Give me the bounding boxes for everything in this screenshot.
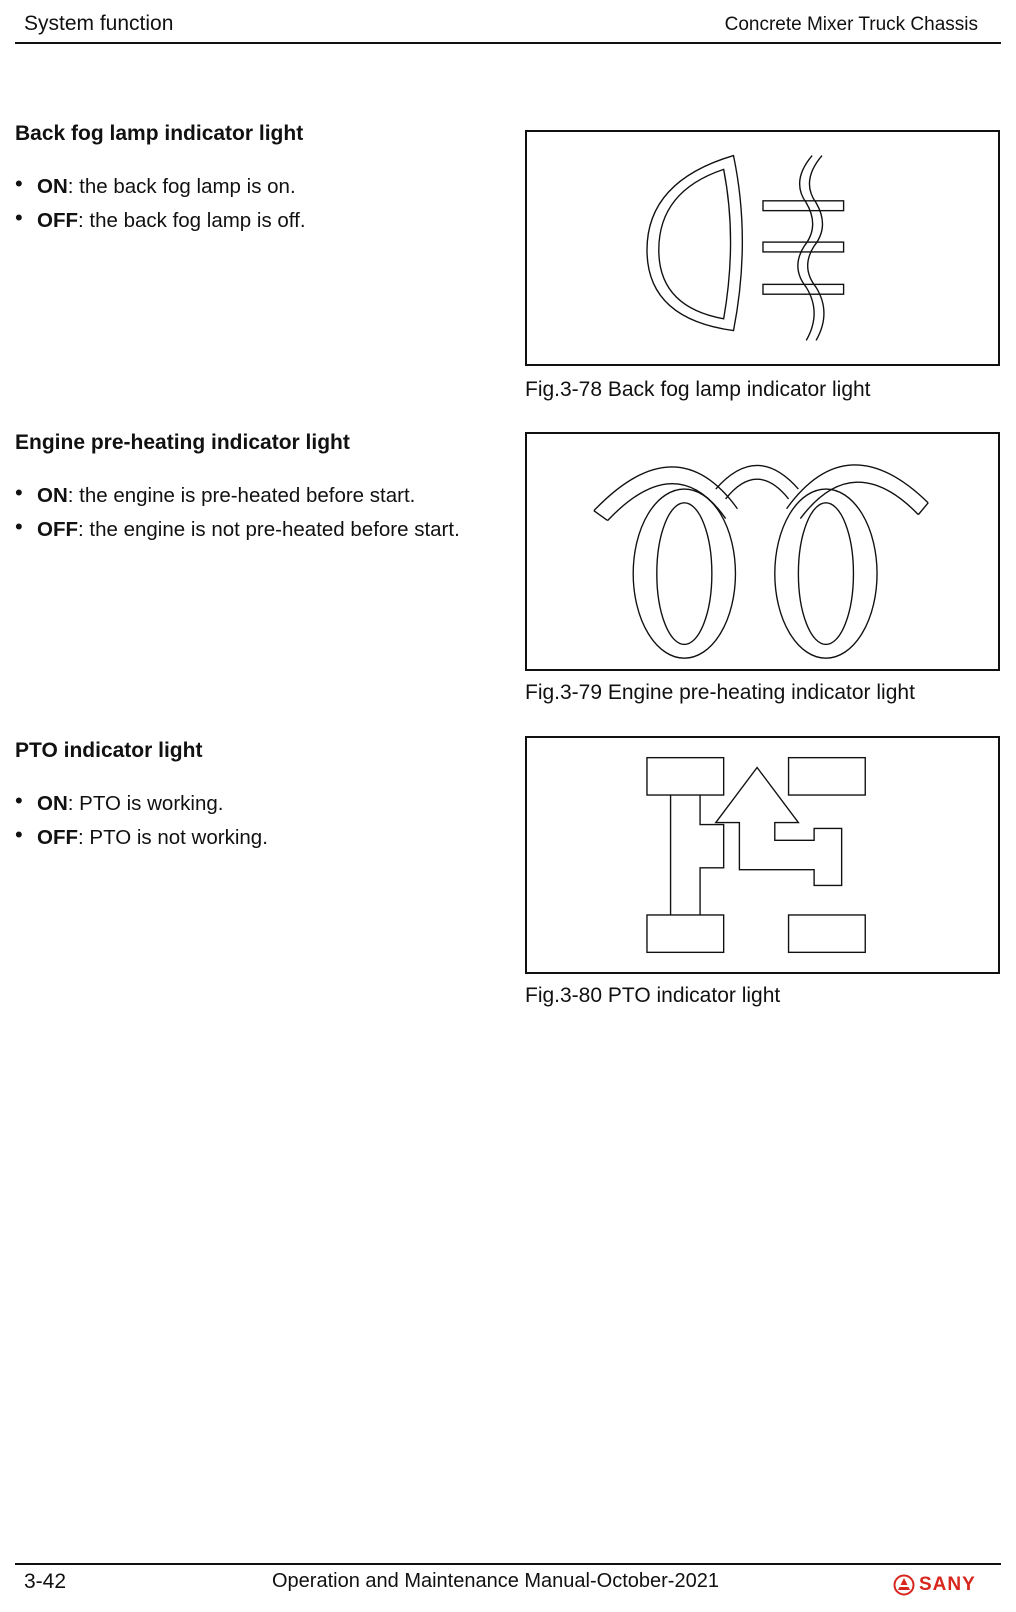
- sany-logo-icon: [893, 1574, 915, 1596]
- figure-caption: Fig.3-80 PTO indicator light: [525, 984, 781, 1007]
- list-item: [15, 787, 475, 821]
- brand-logo: [893, 1574, 976, 1596]
- brand-name: SANY: [919, 1574, 976, 1595]
- figure-caption: Fig.3-78 Back fog lamp indicator light: [525, 378, 871, 401]
- figure-pre-heating: [525, 432, 1000, 671]
- bullet-icon: •: [15, 171, 23, 196]
- status-label: OFF: [37, 826, 78, 849]
- status-label: ON: [37, 484, 68, 507]
- status-label: OFF: [37, 518, 78, 541]
- section-title-back-fog: Back fog lamp indicator light: [15, 122, 304, 145]
- section-title-pre-heating: Engine pre-heating indicator light: [15, 431, 350, 454]
- status-description: : the back fog lamp is on.: [67, 175, 296, 198]
- status-label: OFF: [37, 209, 78, 232]
- status-label: ON: [37, 175, 68, 198]
- footer-divider: [15, 1563, 1001, 1565]
- status-description: : the engine is not pre-heated before start.: [78, 518, 460, 541]
- header-divider: [15, 42, 1001, 44]
- status-description: : the back fog lamp is off.: [78, 209, 306, 232]
- figure-caption: Fig.3-79 Engine pre-heating indicator light: [525, 681, 915, 704]
- header-manual-name: Concrete Mixer Truck Chassis: [724, 14, 978, 35]
- list-item: [15, 821, 475, 855]
- figure-back-fog-lamp: [525, 130, 1000, 366]
- bullet-icon: •: [15, 788, 23, 813]
- status-description: : the engine is pre-heated before start.: [67, 484, 416, 507]
- status-description: : PTO is not working.: [78, 826, 268, 849]
- status-label: ON: [37, 792, 68, 815]
- glow-plug-icon: [527, 434, 998, 669]
- bullet-icon: •: [15, 480, 23, 505]
- status-description: : PTO is working.: [67, 792, 224, 815]
- page-number: 3-42: [24, 1570, 67, 1593]
- list-item: [15, 204, 475, 238]
- bullet-icon: •: [15, 205, 23, 230]
- footer-manual-title: Operation and Maintenance Manual-October-2021: [272, 1570, 719, 1592]
- bullet-icon: •: [15, 822, 23, 847]
- list-item: [15, 170, 475, 204]
- list-item: [15, 513, 475, 547]
- list-item: [15, 479, 475, 513]
- figure-pto: [525, 736, 1000, 974]
- pto-icon: [527, 738, 998, 972]
- section-title-pto: PTO indicator light: [15, 739, 203, 762]
- bullet-icon: •: [15, 514, 23, 539]
- header-section-name: System function: [24, 12, 174, 35]
- back-fog-lamp-icon: [527, 132, 998, 364]
